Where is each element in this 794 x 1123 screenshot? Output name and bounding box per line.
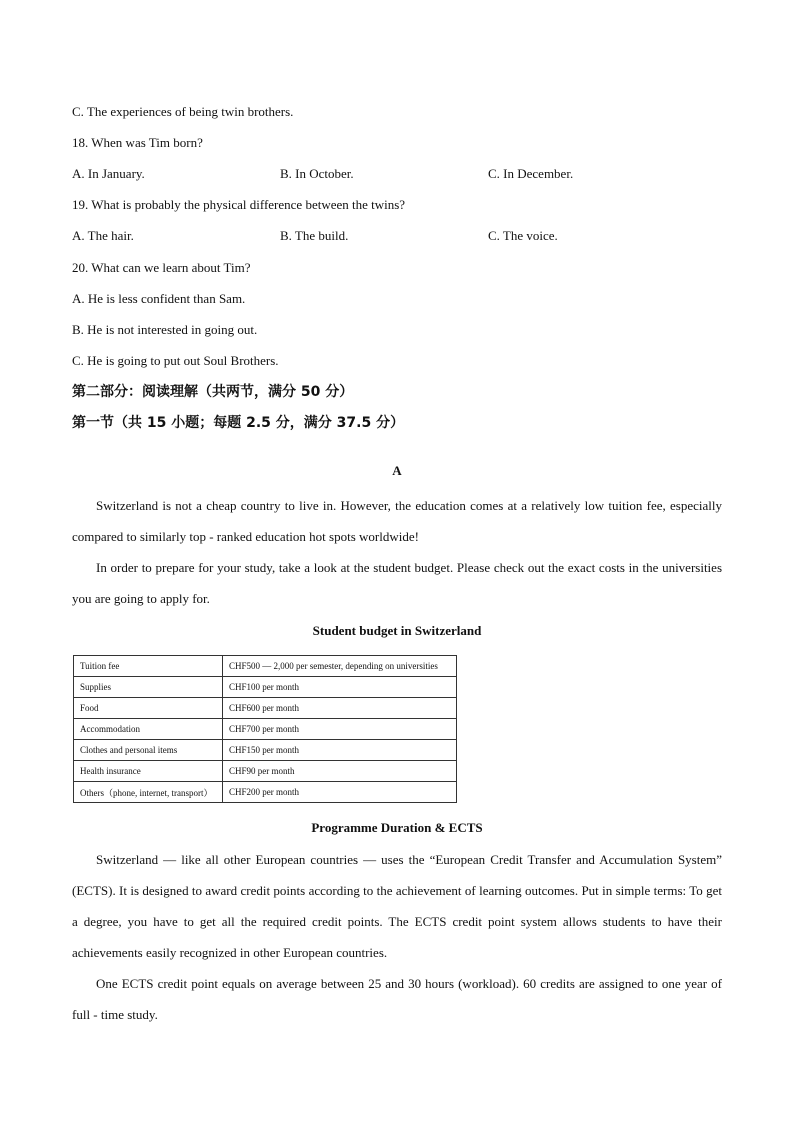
question-20-option-b: B. He is not interested in going out. [72,322,258,337]
table-row [74,656,457,677]
question-18-option-b: B. In October. [280,166,354,181]
question-18-stem: 18. When was Tim born? [72,135,203,150]
table-row [74,782,457,803]
table-row [74,719,457,740]
budget-item: Food [74,698,223,719]
prev-question-option-c: C. The experiences of being twin brothers. [72,104,294,119]
table-title: Student budget in Switzerland [312,623,482,638]
budget-cost: CHF150 per month [223,740,457,761]
budget-item: Tuition fee [74,656,223,677]
budget-item: Health insurance [74,761,223,782]
budget-cost: CHF500 — 2,000 per semester, depending on universities [223,656,457,677]
question-20-option-c: C. He is going to put out Soul Brothers. [72,353,279,368]
question-18-option-a: A. In January. [72,166,145,181]
passage-paragraph-3 [72,844,722,968]
question-19-stem: 19. What is probably the physical difference between the twins? [72,197,406,212]
budget-cost: CHF200 per month [223,782,457,803]
paragraph-2-text: In order to prepare for your study, take a look at the student budget. Please check out the exact costs in the universities you are going to apply for. [72,560,722,606]
subheading-programme-duration: Programme Duration & ECTS [311,820,483,835]
budget-item: Accommodation [74,719,223,740]
budget-cost: CHF90 per month [223,761,457,782]
budget-item: Others（phone, internet, transport） [74,782,223,803]
question-19-option-c: C. The voice. [488,228,558,243]
table-row [74,761,457,782]
paragraph-1-text: Switzerland is not a cheap country to live in. However, the education comes at a relatively low tuition fee, especially compared to similarly top - ranked education hot spots worldwide! [72,498,722,544]
table-row [74,740,457,761]
budget-cost: CHF700 per month [223,719,457,740]
passage-paragraph-2 [72,552,722,614]
question-19-option-a: A. The hair. [72,228,134,243]
paragraph-4-text: One ECTS credit point equals on average between 25 and 30 hours (workload). 60 credits are assigned to one year of full - time study. [72,976,722,1022]
part-2-heading: 第二部分：阅读理解（共两节，满分 50 分） [72,384,354,400]
budget-cost: CHF100 per month [223,677,457,698]
passage-paragraph-1 [72,490,722,552]
passage-paragraph-4 [72,968,722,1030]
question-19-option-b: B. The build. [280,228,349,243]
paragraph-3-text: Switzerland — like all other European countries — uses the “European Credit Transfer and Accumulation System” (ECTS). It is designed to award credit points according to the achievement of learning outcomes. Put in simple terms: To get a degree, you have to get all the required credit points. The ECTS credit point system allows students to have their achievements easily recognized in other European countries. [72,852,722,960]
student-budget-table [73,655,457,803]
question-20-option-a: A. He is less confident than Sam. [72,291,246,306]
section-1-heading: 第一节（共 15 小题；每题 2.5 分，满分 37.5 分） [72,415,405,431]
question-18-option-c: C. In December. [488,166,574,181]
budget-item: Supplies [74,677,223,698]
budget-cost: CHF600 per month [223,698,457,719]
budget-item: Clothes and personal items [74,740,223,761]
table-row [74,677,457,698]
question-20-stem: 20. What can we learn about Tim? [72,260,251,275]
table-row [74,698,457,719]
passage-label: A [392,463,402,478]
